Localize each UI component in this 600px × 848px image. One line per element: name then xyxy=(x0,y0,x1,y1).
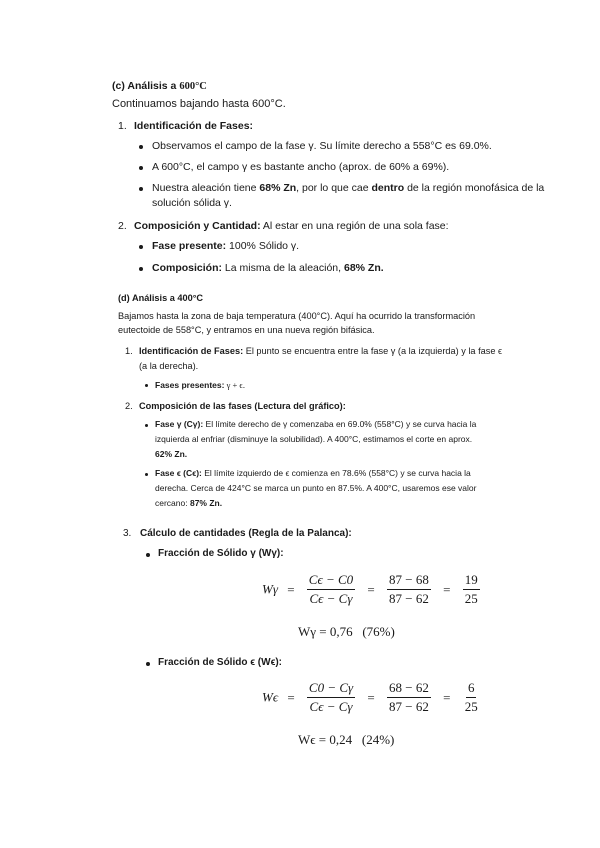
d-item3-number: 3. xyxy=(123,528,132,539)
c-item2-heading: Composición y Cantidad: Al estar en una región de una sola fase: xyxy=(134,220,449,232)
bullet xyxy=(139,245,143,249)
section-c-intro: Continuamos bajando hasta 600°C. xyxy=(112,98,286,110)
bullet xyxy=(146,662,150,666)
d-item1-number: 1. xyxy=(125,346,133,356)
equation-lhs: Wϵ xyxy=(262,689,279,705)
d-item2-eps-line1: Fase ϵ (Cϵ): El límite izquierdo de ϵ comienza en 78.6% (558°C) y se curva hacia la xyxy=(155,468,471,478)
d-item3-bullet1: Fracción de Sólido γ (Wγ): xyxy=(158,548,284,559)
c-item1-title: Identificación de Fases: xyxy=(134,120,254,132)
bullet xyxy=(145,384,148,387)
equation-lhs: Wγ xyxy=(262,581,278,597)
c-item2-number: 2. xyxy=(118,220,127,232)
bullet xyxy=(145,473,148,476)
c-item1-bullet2: A 600°C, el campo γ es bastante ancho (aprox. de 60% a 69%). xyxy=(152,161,450,173)
bullet xyxy=(146,553,150,557)
d-item2-gamma-line2: izquierda al enfriar (disminuye la solubilidad). A 400°C, estimamos el corte en aprox. xyxy=(155,434,473,444)
section-d-intro-line2: eutectoide de 558°C, y entramos en una nueva región bifásica. xyxy=(118,325,375,335)
d-item3-title: Cálculo de cantidades (Regla de la Palanca): xyxy=(140,528,352,539)
c-item2-bullet1: Fase presente: 100% Sólido γ. xyxy=(152,240,300,252)
lever-rule-equation-epsilon: Wϵ = $\frac{C0 - C\gamma}{C\epsilon - C\gamma}$ = $\frac{68 - 62}{87 - 62}$ = $\frac{6}{25}$ xyxy=(262,680,478,714)
c-item1-bullet3: Nuestra aleación tiene 68% Zn, por lo que cae dentro de la región monofásica de la xyxy=(152,182,545,194)
d-item2-eps-line3: cercano: 87% Zn. xyxy=(155,498,223,508)
d-item1-bullet1: Fases presentes: γ + ϵ. xyxy=(155,380,245,390)
fraction-result: $\frac{6}{25}$ xyxy=(464,680,478,714)
c-item1-bullet3-cont: solución sólida γ. xyxy=(152,197,232,209)
d-item1-line1: Identificación de Fases: El punto se encuentra entre la fase γ (a la izquierda) y la fase ϵ xyxy=(139,346,503,356)
bullet xyxy=(139,145,143,149)
result-epsilon: Wϵ = 0,24 (24%) xyxy=(298,732,395,747)
fraction-symbolic: $\frac{C0 - C\gamma}{C\epsilon - C\gamma}$ xyxy=(308,680,354,714)
d-item3-bullet2: Fracción de Sólido ϵ (Wϵ): xyxy=(158,657,283,668)
fraction-numeric: $\frac{68 - 62}{87 - 62}$ xyxy=(389,680,429,714)
d-item2-gamma-value: 62% Zn. xyxy=(155,449,188,459)
bullet xyxy=(139,267,143,271)
section-d-intro-line1: Bajamos hasta la zona de baja temperatura (400°C). Aquí ha ocurrido la transformación xyxy=(118,311,476,321)
fraction-result: $\frac{19}{25}$ xyxy=(464,572,478,606)
fraction-numeric: $\frac{87 - 68}{87 - 62}$ xyxy=(389,572,429,606)
d-item2-number: 2. xyxy=(125,401,133,411)
section-c-title: (c) Análisis a 600°C xyxy=(112,80,207,92)
bullet xyxy=(145,424,148,427)
fraction-symbolic: $\frac{C\epsilon - C0}{C\epsilon - C\gamma}$ xyxy=(308,572,354,606)
bullet xyxy=(139,187,143,191)
c-item2-bullet2: Composición: La misma de la aleación, 68% Zn. xyxy=(152,262,384,274)
d-item2-title: Composición de las fases (Lectura del gráfico): xyxy=(139,401,346,411)
c-item1-number: 1. xyxy=(118,120,127,132)
lever-rule-equation-gamma: Wγ = $\frac{C\epsilon - C0}{C\epsilon - C\gamma}$ = $\frac{87 - 68}{87 - 62}$ = $\frac{19}{25}$ xyxy=(262,572,478,606)
bullet xyxy=(139,166,143,170)
c-item1-bullet1: Observamos el campo de la fase γ. Su límite derecho a 558°C es 69.0%. xyxy=(152,140,492,152)
d-item1-line2: (a la derecha). xyxy=(139,361,199,371)
d-item2-eps-line2: derecha. Cerca de 424°C se marca un punto en 87.5%. A 400°C, usaremos ese valor xyxy=(155,483,477,493)
result-gamma: Wγ = 0,76 (76%) xyxy=(298,624,395,639)
section-d-title: (d) Análisis a 400°C xyxy=(118,293,204,303)
d-item2-gamma-line1: Fase γ (Cγ): El límite derecho de γ comenzaba en 69.0% (558°C) y se curva hacia la xyxy=(155,419,477,429)
